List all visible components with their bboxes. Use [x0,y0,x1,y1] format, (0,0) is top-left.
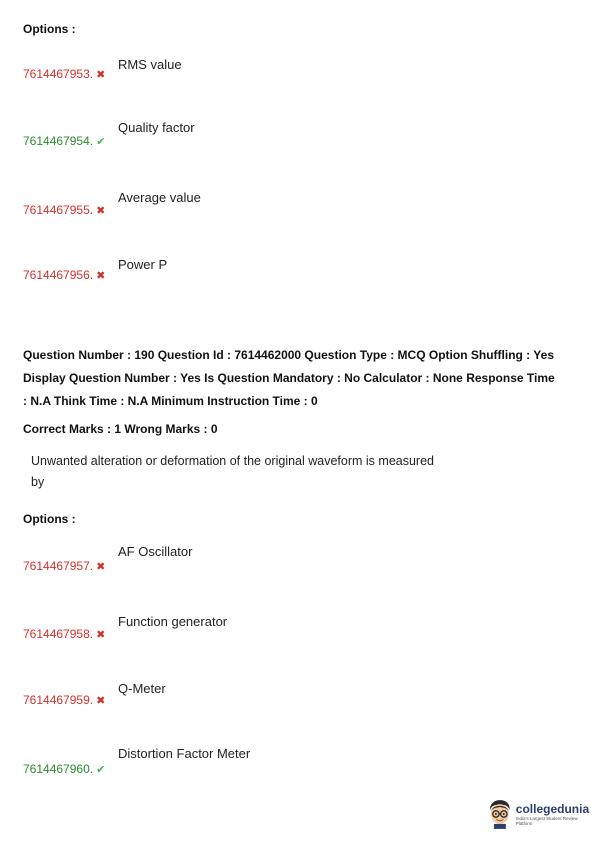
option-text: RMS value [118,57,182,72]
cross-icon: ✖ [96,695,106,707]
logo-name: collegedunia [515,802,590,816]
question-stem-line: by [31,475,45,489]
option-row[interactable] [23,691,105,709]
marks-info: Correct Marks : 1 Wrong Marks : 0 [23,422,218,436]
option-id: 7614467958. [23,627,94,641]
logo-tagline: India's Largest Student Review Platform [515,816,578,826]
option-row[interactable] [23,625,105,643]
check-icon: ✔ [96,136,106,148]
options-label: Options : [23,512,76,526]
option-row[interactable] [23,266,105,284]
cross-icon: ✖ [96,270,106,282]
cross-icon: ✖ [96,205,106,217]
question-info [23,344,578,413]
option-text: AF Oscillator [118,544,193,559]
cross-icon: ✖ [96,69,106,81]
option-text: Average value [118,190,201,205]
student-mascot-icon [487,799,513,829]
logo-text [516,802,595,826]
options-label: Options : [23,22,76,36]
option-text: Quality factor [118,120,195,135]
question-info-line: Question Number : 190 Question Id : 7614462000 Question Type : MCQ Option Shuffling : Yes [23,348,554,362]
option-id: 7614467960. [23,762,94,776]
option-id: 7614467959. [23,693,94,707]
option-id: 7614467954. [23,134,94,148]
question-stem [31,451,441,493]
question-stem-line: Unwanted alteration or deformation of the original waveform is measured [31,454,434,468]
collegedunia-logo [487,799,595,829]
option-row[interactable] [23,132,105,150]
option-row[interactable] [23,557,105,575]
option-id: 7614467955. [23,203,94,217]
question-info-line: Display Question Number : Yes Is Question Mandatory : No Calculator : None Response Time [23,371,555,385]
option-text: Distortion Factor Meter [118,746,251,761]
cross-icon: ✖ [96,561,106,573]
option-id: 7614467957. [23,559,94,573]
check-icon: ✔ [96,764,106,776]
option-row[interactable] [23,65,105,83]
option-text: Function generator [118,614,228,629]
cross-icon: ✖ [96,629,106,641]
option-id: 7614467953. [23,67,94,81]
option-text: Power P [118,257,168,272]
option-text: Q-Meter [118,681,166,696]
option-row[interactable] [23,760,105,778]
question-info-line: : N.A Think Time : N.A Minimum Instruction Time : 0 [23,394,318,408]
option-id: 7614467956. [23,268,94,282]
option-row[interactable] [23,201,105,219]
